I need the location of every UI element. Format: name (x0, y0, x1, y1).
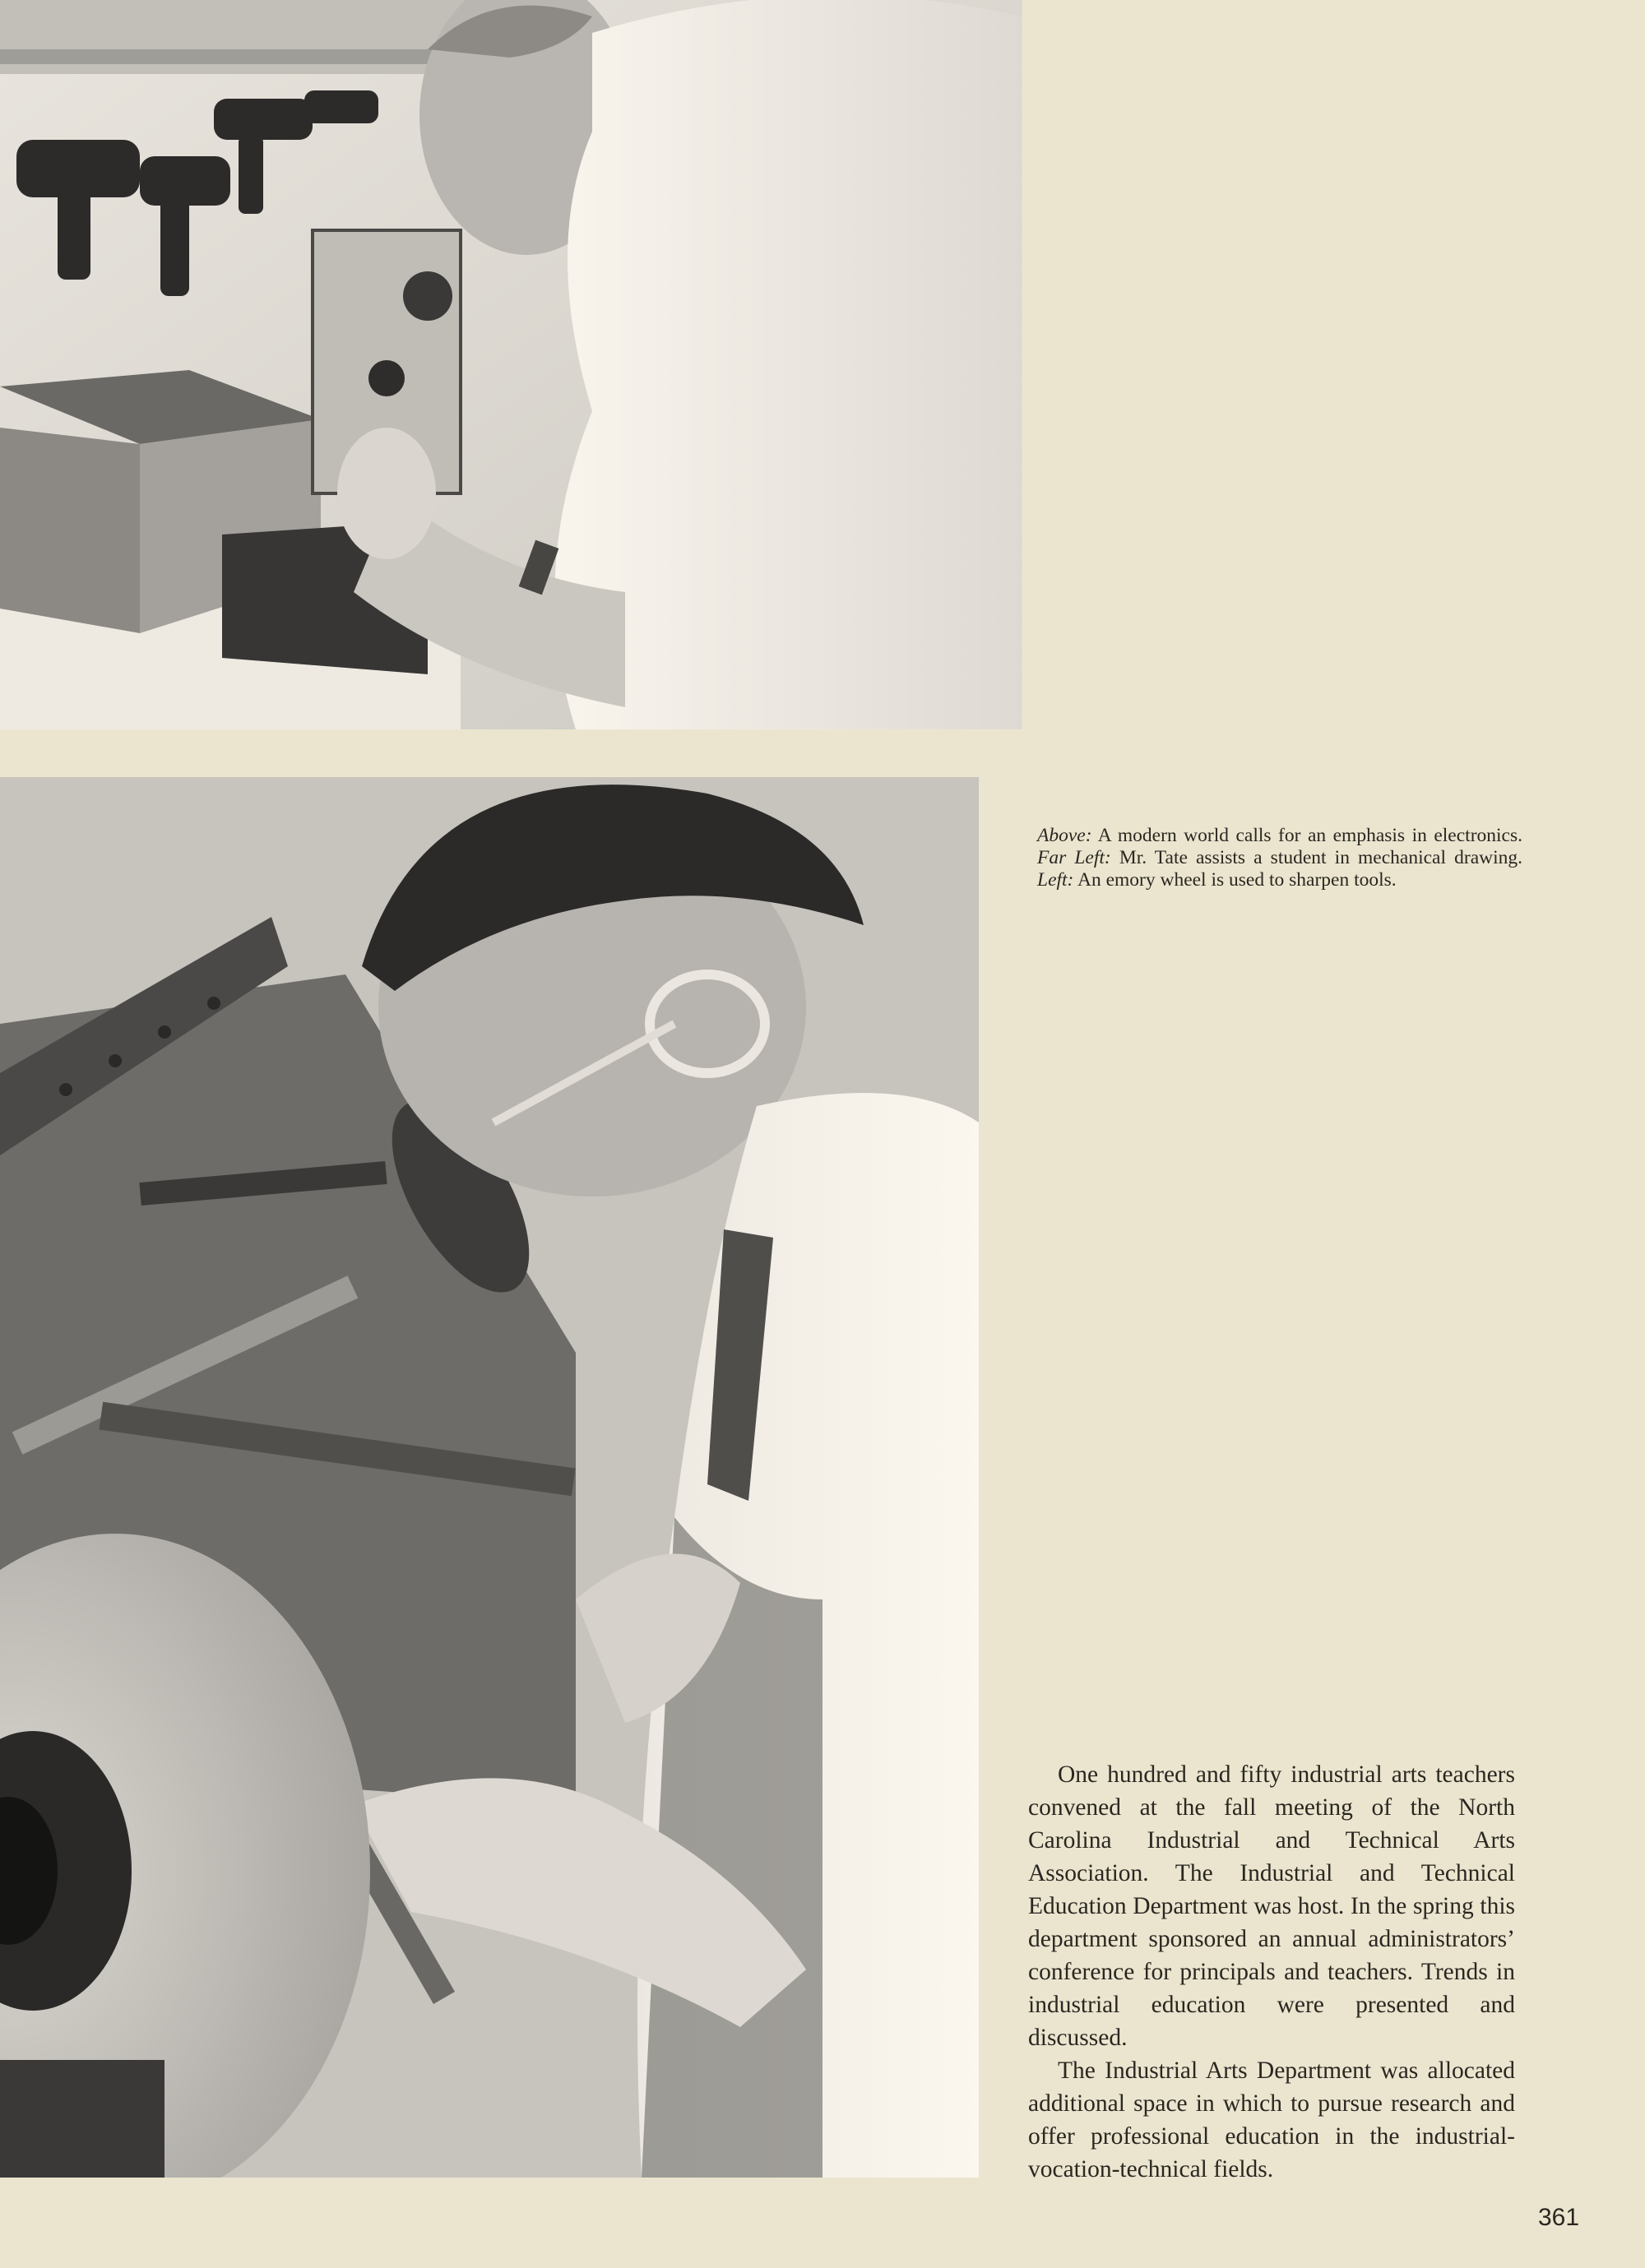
photo-electronics-work (0, 0, 1022, 729)
caption-label-above: Above: (1037, 825, 1092, 846)
photo-emery-wheel-illustration (0, 777, 979, 2178)
photo-caption (1037, 825, 1522, 891)
photo-electronics-illustration (0, 0, 1022, 729)
caption-text-left: An emory wheel is used to sharpen tools. (1073, 869, 1397, 891)
caption-text-above: A modern world calls for an emphasis in electronics. (1091, 825, 1522, 846)
body-paragraph-1: One hundred and fifty industrial arts teachers convened at the fall meeting of the North Carolina Industrial and Technical Arts Association. The Industrial and Technical Education Department was host. In the spring this department sponsored an annual administrators’ conference for principals and teachers. Trends in industrial education were presented and discussed. (1028, 1761, 1515, 2051)
article-body (1028, 1758, 1515, 2186)
photo-emery-wheel (0, 777, 979, 2178)
caption-label-left: Left: (1037, 869, 1074, 891)
caption-label-far-left: Far Left: (1037, 847, 1111, 868)
page-number: 361 (1538, 2204, 1580, 2231)
body-paragraph-2: The Industrial Arts Department was allocated additional space in which to pursue research and offer professional education in the industrial-vocation-technical fields. (1028, 2057, 1515, 2182)
caption-text-far-left: Mr. Tate assists a student in mechanical drawing. (1110, 847, 1522, 868)
